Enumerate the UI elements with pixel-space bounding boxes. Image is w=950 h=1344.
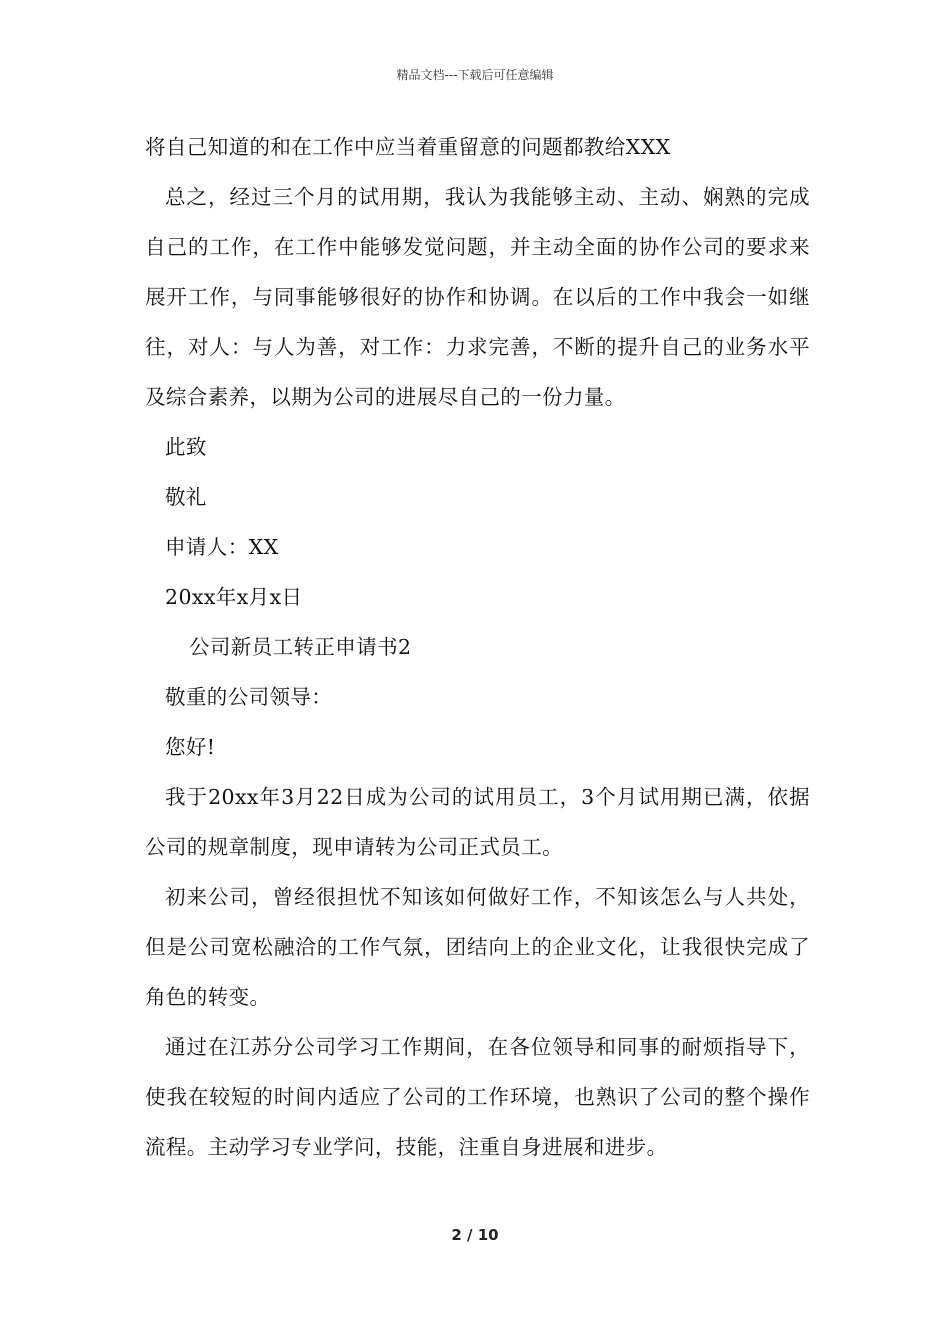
applicant-line: 申请人：XX (165, 535, 279, 559)
page-header: 精品文档---下载后可任意编辑 (396, 68, 554, 82)
letter-greeting: 敬重的公司领导： (165, 685, 333, 709)
paragraph-carryover: 将自己知道的和在工作中应当着重留意的问题都教给XXX (145, 135, 671, 159)
paragraph-training: 通过在江苏分公司学习工作期间，在各位领导和同事的耐烦指导下，使我在较短的时间内适应了公司的工作环境，也熟识了公司的整个操作流程。主动学习专业学问，技能，注重自身进展和进步。 (145, 1035, 810, 1159)
section-title: 公司新员工转正申请书2 (189, 635, 412, 659)
document-body (145, 122, 810, 1172)
date-line: 20xx年x月x日 (165, 585, 303, 609)
closing-salutation: 此致 (165, 435, 207, 459)
paragraph-adaptation: 初来公司，曾经很担忧不知该如何做好工作，不知该怎么与人共处，但是公司宽松融洽的工作气氛，团结向上的企业文化，让我很快完成了角色的转变。 (145, 885, 810, 1009)
letter-hello: 您好! (165, 735, 216, 759)
paragraph-application: 我于20xx年3月22日成为公司的试用员工，3个月试用期已满，依据公司的规章制度，现申请转为公司正式员工。 (145, 785, 810, 859)
closing-regards: 敬礼 (165, 485, 207, 509)
page-number: 2 / 10 (451, 1226, 499, 1244)
paragraph-summary: 总之，经过三个月的试用期，我认为我能够主动、主动、娴熟的完成自己的工作，在工作中能够发觉问题，并主动全面的协作公司的要求来展开工作，与同事能够很好的协作和协调。在以后的工作中我会一如继往，对人：与人为善，对工作：力求完善，不断的提升自己的业务水平及综合素养，以期为公司的进展尽自己的一份力量。 (145, 185, 810, 409)
